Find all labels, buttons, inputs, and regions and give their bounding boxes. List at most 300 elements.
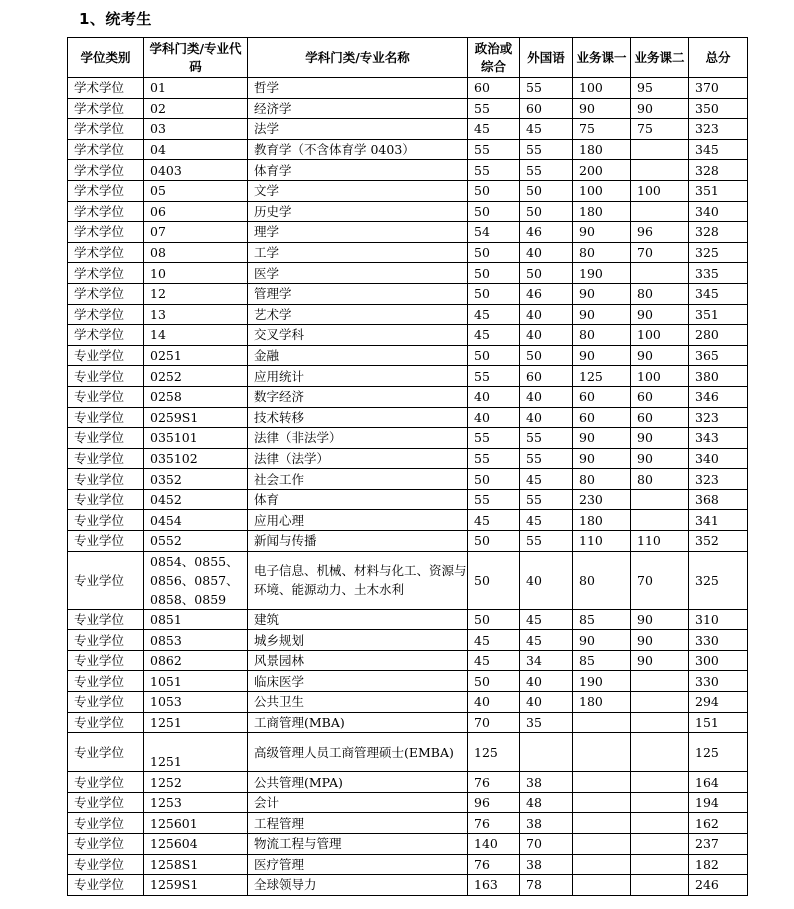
cell-foreign-language: 50 — [520, 180, 573, 201]
cell-course1: 90 — [573, 222, 631, 243]
cell-total: 380 — [689, 366, 748, 387]
cell-code: 06 — [144, 201, 248, 222]
cell-code: 10 — [144, 263, 248, 284]
cell-code: 08 — [144, 242, 248, 263]
cell-degree-type: 专业学位 — [68, 712, 144, 733]
section-title: 1、统考生 — [79, 10, 152, 28]
cell-politics: 70 — [468, 712, 520, 733]
cell-politics: 50 — [468, 671, 520, 692]
table-row — [68, 180, 748, 201]
cell-course2: 70 — [631, 551, 689, 609]
cell-course1: 90 — [573, 345, 631, 366]
cell-politics: 40 — [468, 692, 520, 713]
cell-politics: 96 — [468, 792, 520, 813]
cell-politics: 50 — [468, 180, 520, 201]
cell-course2 — [631, 875, 689, 896]
cell-total: 346 — [689, 386, 748, 407]
cell-foreign-language: 38 — [520, 813, 573, 834]
cell-name: 教育学（不含体育学 0403） — [248, 139, 468, 160]
cell-course1: 190 — [573, 263, 631, 284]
table-row — [68, 510, 748, 531]
cell-foreign-language: 45 — [520, 469, 573, 490]
cell-name: 高级管理人员工商管理硕士(EMBA) — [248, 733, 468, 772]
cell-degree-type: 学术学位 — [68, 119, 144, 140]
cell-total: 368 — [689, 489, 748, 510]
header-politics: 政治或综合 — [468, 38, 520, 78]
cell-name: 物流工程与管理 — [248, 834, 468, 855]
cell-foreign-language: 40 — [520, 671, 573, 692]
cell-total: 352 — [689, 531, 748, 552]
table-row — [68, 813, 748, 834]
cell-foreign-language: 50 — [520, 263, 573, 284]
cell-name: 应用统计 — [248, 366, 468, 387]
cell-foreign-language: 46 — [520, 222, 573, 243]
cell-degree-type: 专业学位 — [68, 469, 144, 490]
cell-total: 182 — [689, 854, 748, 875]
cell-course2: 90 — [631, 448, 689, 469]
cell-politics: 55 — [468, 489, 520, 510]
cell-course2 — [631, 772, 689, 793]
header-code: 学科门类/专业代码 — [144, 38, 248, 78]
cell-degree-type: 学术学位 — [68, 160, 144, 181]
cell-degree-type: 专业学位 — [68, 489, 144, 510]
cell-code: 01 — [144, 78, 248, 99]
cell-politics: 45 — [468, 325, 520, 346]
cell-politics: 50 — [468, 609, 520, 630]
cell-course2: 90 — [631, 98, 689, 119]
cell-code: 0552 — [144, 531, 248, 552]
cell-degree-type: 学术学位 — [68, 78, 144, 99]
cell-total: 323 — [689, 469, 748, 490]
cell-politics: 45 — [468, 630, 520, 651]
cell-politics: 125 — [468, 733, 520, 772]
cell-course1: 60 — [573, 386, 631, 407]
table-row — [68, 609, 748, 630]
cell-code: 0258 — [144, 386, 248, 407]
cell-foreign-language: 34 — [520, 650, 573, 671]
cell-course1: 85 — [573, 650, 631, 671]
cell-code: 0259S1 — [144, 407, 248, 428]
cell-politics: 140 — [468, 834, 520, 855]
cell-degree-type: 专业学位 — [68, 650, 144, 671]
cell-name: 历史学 — [248, 201, 468, 222]
cell-politics: 50 — [468, 283, 520, 304]
cell-code: 03 — [144, 119, 248, 140]
cell-name: 金融 — [248, 345, 468, 366]
cell-name: 体育 — [248, 489, 468, 510]
cell-course1: 90 — [573, 630, 631, 651]
cell-code: 0352 — [144, 469, 248, 490]
cell-code: 0403 — [144, 160, 248, 181]
table-row — [68, 671, 748, 692]
cell-code: 14 — [144, 325, 248, 346]
cell-degree-type: 专业学位 — [68, 531, 144, 552]
cell-total: 162 — [689, 813, 748, 834]
cell-course1: 200 — [573, 160, 631, 181]
cell-degree-type: 专业学位 — [68, 875, 144, 896]
cell-politics: 55 — [468, 160, 520, 181]
table-row — [68, 489, 748, 510]
cell-foreign-language: 60 — [520, 366, 573, 387]
table-row — [68, 304, 748, 325]
cell-foreign-language: 55 — [520, 160, 573, 181]
cell-total: 370 — [689, 78, 748, 99]
cell-code: 0854、0855、0856、0857、0858、0859 — [144, 551, 248, 609]
cell-name: 哲学 — [248, 78, 468, 99]
cell-foreign-language: 40 — [520, 551, 573, 609]
cell-degree-type: 专业学位 — [68, 609, 144, 630]
table-row — [68, 139, 748, 160]
cell-politics: 50 — [468, 345, 520, 366]
cell-course1 — [573, 733, 631, 772]
cell-degree-type: 学术学位 — [68, 222, 144, 243]
cell-foreign-language: 55 — [520, 448, 573, 469]
cell-name: 城乡规划 — [248, 630, 468, 651]
cell-name: 技术转移 — [248, 407, 468, 428]
cell-code: 1251 — [144, 712, 248, 733]
cell-total: 330 — [689, 671, 748, 692]
cell-course1 — [573, 792, 631, 813]
cell-course2 — [631, 160, 689, 181]
cell-course2: 80 — [631, 469, 689, 490]
cell-politics: 50 — [468, 469, 520, 490]
cell-politics: 55 — [468, 448, 520, 469]
table-row — [68, 222, 748, 243]
cell-code: 1251 — [144, 733, 248, 772]
cell-course2: 90 — [631, 428, 689, 449]
cell-name: 交叉学科 — [248, 325, 468, 346]
cell-politics: 50 — [468, 263, 520, 284]
cell-total: 323 — [689, 119, 748, 140]
cell-degree-type: 专业学位 — [68, 366, 144, 387]
cell-course1: 190 — [573, 671, 631, 692]
cell-course2: 60 — [631, 407, 689, 428]
cell-degree-type: 专业学位 — [68, 630, 144, 651]
cell-degree-type: 专业学位 — [68, 772, 144, 793]
cell-politics: 40 — [468, 407, 520, 428]
cell-politics: 50 — [468, 531, 520, 552]
cell-course1 — [573, 772, 631, 793]
cell-name: 电子信息、机械、材料与化工、资源与环境、能源动力、土木水利 — [248, 551, 468, 609]
cell-course2 — [631, 263, 689, 284]
table-row — [68, 98, 748, 119]
cell-foreign-language: 45 — [520, 510, 573, 531]
cell-degree-type: 学术学位 — [68, 98, 144, 119]
cell-code: 0251 — [144, 345, 248, 366]
cell-name: 临床医学 — [248, 671, 468, 692]
cell-name: 社会工作 — [248, 469, 468, 490]
cell-total: 345 — [689, 283, 748, 304]
cell-degree-type: 专业学位 — [68, 671, 144, 692]
table-row — [68, 78, 748, 99]
cell-foreign-language: 40 — [520, 386, 573, 407]
cell-politics: 54 — [468, 222, 520, 243]
cell-total: 340 — [689, 201, 748, 222]
cell-course2: 70 — [631, 242, 689, 263]
cell-course1: 100 — [573, 180, 631, 201]
cell-foreign-language: 55 — [520, 489, 573, 510]
cell-code: 1259S1 — [144, 875, 248, 896]
cell-degree-type: 学术学位 — [68, 180, 144, 201]
cell-course1 — [573, 712, 631, 733]
cell-total: 325 — [689, 551, 748, 609]
cell-name: 风景园林 — [248, 650, 468, 671]
cell-total: 164 — [689, 772, 748, 793]
cell-foreign-language: 55 — [520, 531, 573, 552]
cell-course2: 96 — [631, 222, 689, 243]
cell-course2 — [631, 733, 689, 772]
cell-course2 — [631, 792, 689, 813]
cell-degree-type: 专业学位 — [68, 428, 144, 449]
cell-foreign-language: 40 — [520, 325, 573, 346]
cell-course2 — [631, 671, 689, 692]
table-row — [68, 201, 748, 222]
cell-course1: 90 — [573, 448, 631, 469]
cell-code: 04 — [144, 139, 248, 160]
table-row — [68, 160, 748, 181]
table-row — [68, 834, 748, 855]
cell-politics: 55 — [468, 366, 520, 387]
cell-degree-type: 专业学位 — [68, 813, 144, 834]
cell-course1: 230 — [573, 489, 631, 510]
cell-foreign-language: 70 — [520, 834, 573, 855]
cell-name: 艺术学 — [248, 304, 468, 325]
table-row — [68, 854, 748, 875]
header-foreign-language: 外国语 — [520, 38, 573, 78]
cell-foreign-language: 55 — [520, 139, 573, 160]
cell-course1: 90 — [573, 428, 631, 449]
cell-total: 351 — [689, 304, 748, 325]
cell-foreign-language: 40 — [520, 692, 573, 713]
table-row — [68, 772, 748, 793]
cell-course1: 100 — [573, 78, 631, 99]
cell-name: 管理学 — [248, 283, 468, 304]
cell-course2 — [631, 834, 689, 855]
cell-course2 — [631, 510, 689, 531]
table-row — [68, 650, 748, 671]
cell-code: 035102 — [144, 448, 248, 469]
cell-total: 194 — [689, 792, 748, 813]
cell-politics: 60 — [468, 78, 520, 99]
cell-course2: 100 — [631, 180, 689, 201]
cell-course1: 80 — [573, 469, 631, 490]
cell-foreign-language: 35 — [520, 712, 573, 733]
cell-politics: 40 — [468, 386, 520, 407]
table-row — [68, 792, 748, 813]
cell-name: 数字经济 — [248, 386, 468, 407]
cell-name: 工程管理 — [248, 813, 468, 834]
cell-total: 300 — [689, 650, 748, 671]
cell-course2: 100 — [631, 325, 689, 346]
cell-course1: 90 — [573, 283, 631, 304]
cell-name: 医学 — [248, 263, 468, 284]
cell-name: 全球领导力 — [248, 875, 468, 896]
table-body — [68, 78, 748, 896]
cell-total: 246 — [689, 875, 748, 896]
cell-course2: 60 — [631, 386, 689, 407]
header-degree-type: 学位类别 — [68, 38, 144, 78]
table-row — [68, 692, 748, 713]
cell-name: 公共卫生 — [248, 692, 468, 713]
cell-code: 0452 — [144, 489, 248, 510]
cell-course2 — [631, 813, 689, 834]
cell-foreign-language: 38 — [520, 854, 573, 875]
cell-politics: 55 — [468, 428, 520, 449]
cell-foreign-language: 38 — [520, 772, 573, 793]
cell-course1: 80 — [573, 551, 631, 609]
cell-foreign-language: 45 — [520, 119, 573, 140]
cell-course1: 180 — [573, 139, 631, 160]
cell-foreign-language: 40 — [520, 242, 573, 263]
cell-foreign-language: 50 — [520, 201, 573, 222]
header-total: 总分 — [689, 38, 748, 78]
cell-total: 350 — [689, 98, 748, 119]
cell-total: 330 — [689, 630, 748, 651]
cell-politics: 55 — [468, 98, 520, 119]
cell-politics: 45 — [468, 510, 520, 531]
cell-degree-type: 专业学位 — [68, 345, 144, 366]
table-row — [68, 733, 748, 772]
cell-foreign-language: 46 — [520, 283, 573, 304]
cell-course2 — [631, 692, 689, 713]
cell-degree-type: 专业学位 — [68, 834, 144, 855]
cell-course1 — [573, 875, 631, 896]
cell-course1: 110 — [573, 531, 631, 552]
cell-code: 1053 — [144, 692, 248, 713]
cell-foreign-language: 50 — [520, 345, 573, 366]
cell-course1: 180 — [573, 510, 631, 531]
cell-politics: 55 — [468, 139, 520, 160]
cell-name: 文学 — [248, 180, 468, 201]
cell-total: 328 — [689, 160, 748, 181]
cell-foreign-language: 40 — [520, 407, 573, 428]
table-row — [68, 242, 748, 263]
cell-code: 0252 — [144, 366, 248, 387]
cell-code: 07 — [144, 222, 248, 243]
cell-code: 125601 — [144, 813, 248, 834]
table-row — [68, 630, 748, 651]
cell-foreign-language: 40 — [520, 304, 573, 325]
cell-degree-type: 专业学位 — [68, 854, 144, 875]
cell-name: 体育学 — [248, 160, 468, 181]
header-row — [68, 38, 748, 78]
cell-name: 工商管理(MBA) — [248, 712, 468, 733]
cell-total: 345 — [689, 139, 748, 160]
table-row — [68, 283, 748, 304]
cell-degree-type: 专业学位 — [68, 692, 144, 713]
cell-course1: 180 — [573, 201, 631, 222]
cell-degree-type: 学术学位 — [68, 139, 144, 160]
cell-course1: 90 — [573, 304, 631, 325]
cell-politics: 45 — [468, 304, 520, 325]
cell-politics: 45 — [468, 119, 520, 140]
table-row — [68, 531, 748, 552]
cell-code: 12 — [144, 283, 248, 304]
cell-degree-type: 学术学位 — [68, 325, 144, 346]
cell-course2: 95 — [631, 78, 689, 99]
cell-course2 — [631, 139, 689, 160]
cell-name: 公共管理(MPA) — [248, 772, 468, 793]
cell-politics: 50 — [468, 201, 520, 222]
cell-course1: 90 — [573, 98, 631, 119]
table-row — [68, 875, 748, 896]
cell-course1 — [573, 854, 631, 875]
table-row — [68, 325, 748, 346]
cell-code: 0851 — [144, 609, 248, 630]
cell-degree-type: 专业学位 — [68, 510, 144, 531]
cell-name: 理学 — [248, 222, 468, 243]
cell-politics: 163 — [468, 875, 520, 896]
cell-code: 1253 — [144, 792, 248, 813]
cell-name: 法学 — [248, 119, 468, 140]
cell-total: 365 — [689, 345, 748, 366]
cell-course1: 125 — [573, 366, 631, 387]
cell-course1: 60 — [573, 407, 631, 428]
table-row — [68, 345, 748, 366]
cell-total: 335 — [689, 263, 748, 284]
cell-code: 0454 — [144, 510, 248, 531]
cell-degree-type: 专业学位 — [68, 733, 144, 772]
cell-course2: 90 — [631, 609, 689, 630]
cell-course1: 80 — [573, 242, 631, 263]
table-row — [68, 366, 748, 387]
cell-code: 035101 — [144, 428, 248, 449]
cell-code: 125604 — [144, 834, 248, 855]
cell-code: 02 — [144, 98, 248, 119]
cell-code: 05 — [144, 180, 248, 201]
cell-politics: 50 — [468, 242, 520, 263]
cell-foreign-language: 45 — [520, 609, 573, 630]
cell-course1: 80 — [573, 325, 631, 346]
table-row — [68, 551, 748, 609]
cell-degree-type: 专业学位 — [68, 792, 144, 813]
cell-course2 — [631, 854, 689, 875]
cell-name: 工学 — [248, 242, 468, 263]
cell-name: 新闻与传播 — [248, 531, 468, 552]
cell-degree-type: 学术学位 — [68, 263, 144, 284]
cell-politics: 76 — [468, 772, 520, 793]
cell-course2 — [631, 489, 689, 510]
cell-politics: 76 — [468, 854, 520, 875]
cell-course2: 110 — [631, 531, 689, 552]
cell-foreign-language: 60 — [520, 98, 573, 119]
cell-total: 340 — [689, 448, 748, 469]
header-name: 学科门类/专业名称 — [248, 38, 468, 78]
cell-name: 经济学 — [248, 98, 468, 119]
cell-course2: 75 — [631, 119, 689, 140]
score-table — [67, 37, 748, 896]
cell-name: 应用心理 — [248, 510, 468, 531]
cell-course2: 90 — [631, 650, 689, 671]
cell-course2 — [631, 201, 689, 222]
table-row — [68, 263, 748, 284]
cell-total: 343 — [689, 428, 748, 449]
cell-code: 13 — [144, 304, 248, 325]
cell-foreign-language — [520, 733, 573, 772]
cell-total: 323 — [689, 407, 748, 428]
cell-course1 — [573, 813, 631, 834]
cell-name: 法律（法学） — [248, 448, 468, 469]
table-row — [68, 469, 748, 490]
cell-name: 会计 — [248, 792, 468, 813]
cell-total: 280 — [689, 325, 748, 346]
cell-politics: 50 — [468, 551, 520, 609]
cell-name: 医疗管理 — [248, 854, 468, 875]
cell-total: 294 — [689, 692, 748, 713]
cell-degree-type: 学术学位 — [68, 304, 144, 325]
cell-degree-type: 学术学位 — [68, 242, 144, 263]
cell-course1 — [573, 834, 631, 855]
